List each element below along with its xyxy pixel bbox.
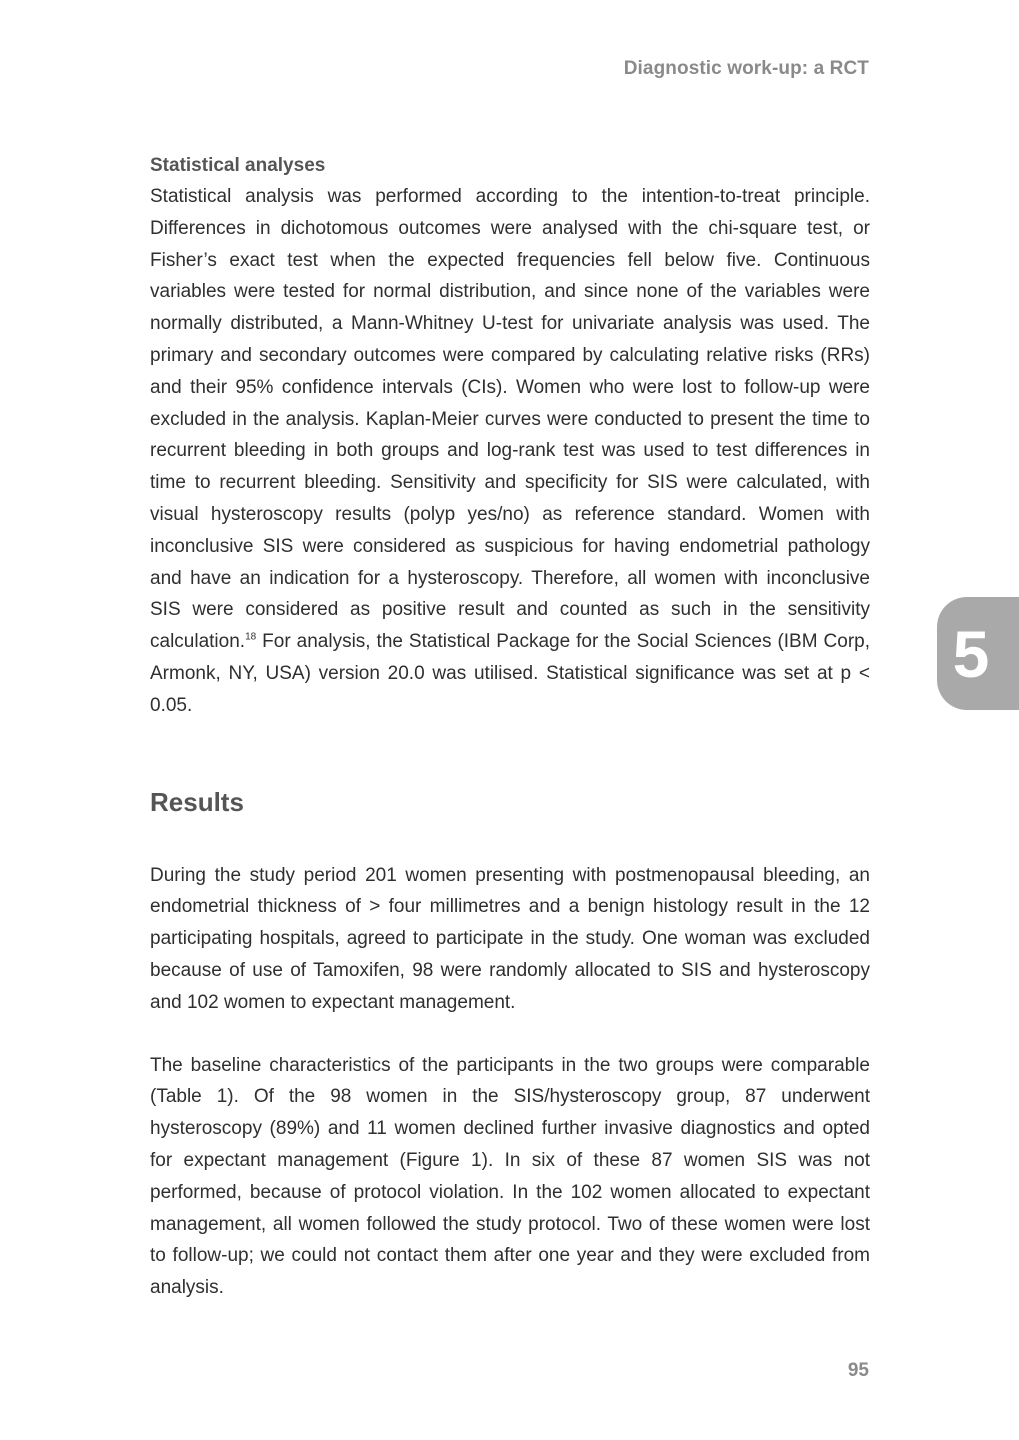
results-paragraph-1: During the study period 201 women presenting with postmenopausal bleeding, an endometrial thickness of > four millimetres and a benign histology result in the 12 participating hospitals, agreed to participate in the study. One woman was excluded because of use of Tamoxifen, 98 were randomly allocated to SIS and hysteroscopy and 102 women to expectant management. — [150, 864, 870, 1013]
chapter-tab — [937, 597, 1019, 710]
statistical-analyses-heading: Statistical analyses — [150, 155, 326, 176]
citation-superscript: 18 — [245, 631, 257, 643]
statistical-analyses-text-continued: For analysis, the Statistical Package for the Social Sciences (IBM Corp, Armonk, NY, USA) version 20.0 was utilised. Statistical significance was set at p < 0.05. — [150, 631, 870, 716]
running-header: Diagnostic work-up: a RCT — [623, 58, 869, 79]
results-heading: Results — [150, 786, 244, 817]
chapter-number: 5 — [952, 616, 990, 691]
results-paragraph-2: The baseline characteristics of the participants in the two groups were comparable (Table 1). Of the 98 women in the SIS/hysteroscopy group, 87 underwent hysteroscopy (89%) and 11 women declined further invasive diagnostics and opted for expectant management (Figure 1). In six of these 87 women SIS was not performed, because of protocol violation. In the 102 women allocated to expectant management, all women followed the study protocol. Two of these women were lost to follow-up; we could not contact them after one year and they were excluded from analysis. — [150, 1054, 870, 1299]
statistical-analyses-text: Statistical analysis was performed according to the intention-to-treat principle. Differences in dichotomous outcomes were analysed with the chi-square test, or Fisher’s exact test when the expected frequencies fell below five. Continuous variables were tested for normal distribution, and since none of the variables were normally distributed, a Mann-Whitney U-test for univariate analysis was used. The primary and secondary outcomes were compared by calculating relative risks (RRs) and their 95% confidence intervals (CIs). Women who were lost to follow-up were excluded in the analysis. Kaplan-Meier curves were conducted to present the time to recurrent bleeding in both groups and log-rank test was used to test differences in time to recurrent bleeding. Sensitivity and specificity for SIS were calculated, with visual hysteroscopy results (polyp yes/no) as reference standard. Women with inconclusive SIS were considered as suspicious for having endometrial pathology and have an indication for a hysteroscopy. Therefore, all women with inconclusive SIS were considered as positive result and counted as such in the sensitivity calculation. — [150, 186, 870, 653]
page-body — [150, 151, 870, 1304]
statistical-analyses-paragraph — [150, 181, 870, 722]
page-number: 95 — [847, 1360, 869, 1381]
